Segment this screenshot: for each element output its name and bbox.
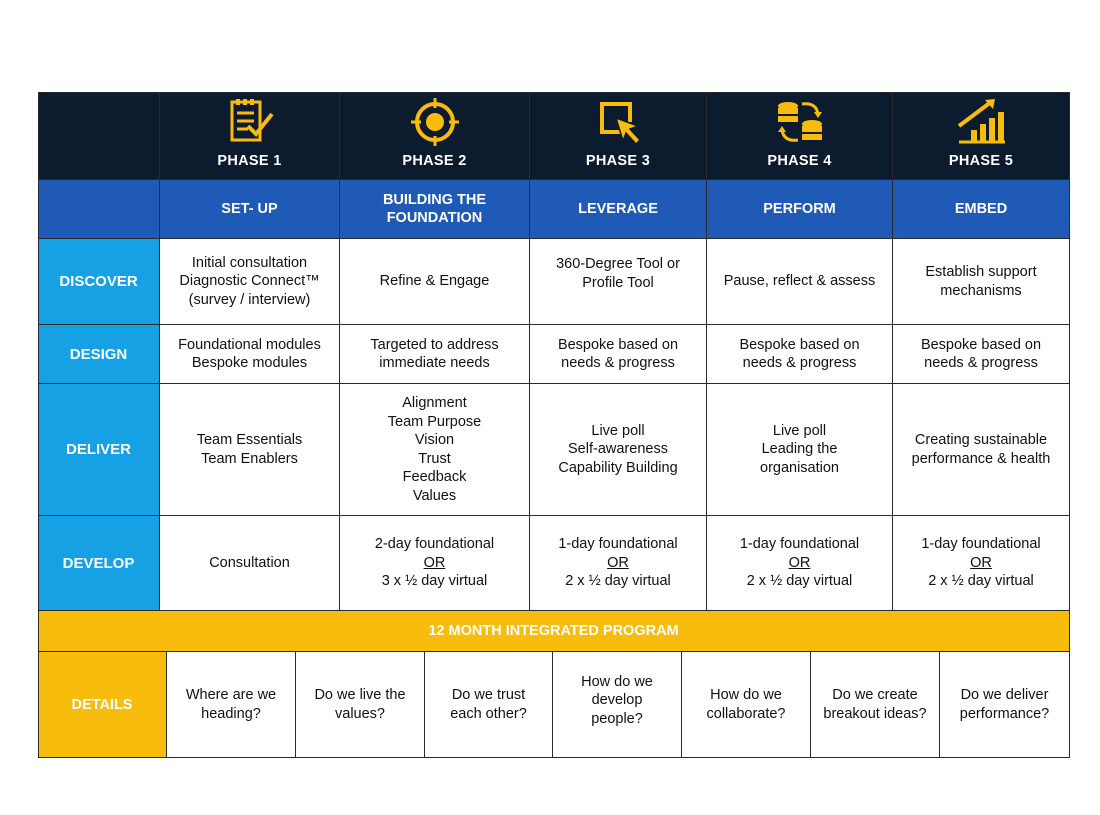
discover-phase-2: Refine & Engage bbox=[340, 239, 530, 325]
develop-cell-text bbox=[921, 535, 1040, 591]
stage-perform: PERFORM bbox=[707, 180, 893, 239]
design-phase-3: Bespoke based on needs & progress bbox=[530, 325, 707, 384]
phase-4-header bbox=[707, 92, 893, 180]
growth-chart-icon bbox=[955, 96, 1007, 148]
develop-phase-3 bbox=[530, 516, 707, 611]
phase-label: PHASE 4 bbox=[767, 153, 832, 169]
design-phase-2: Targeted to address immediate needs bbox=[340, 325, 530, 384]
develop-line: 2 x ½ day virtual bbox=[928, 573, 1034, 590]
develop-line: 1-day foundational bbox=[921, 536, 1041, 553]
discover-phase-5: Establish support mechanisms bbox=[893, 239, 1070, 325]
row-label-design: DESIGN bbox=[38, 325, 160, 384]
or-separator: OR bbox=[788, 554, 811, 571]
stage-building-foundation: BUILDING THE FOUNDATION bbox=[340, 180, 530, 239]
details-item-2: Do we live the values? bbox=[296, 652, 425, 758]
row-label-deliver: DELIVER bbox=[38, 384, 160, 516]
design-phase-4: Bespoke based on needs & progress bbox=[707, 325, 893, 384]
stage-setup: SET- UP bbox=[160, 180, 340, 239]
or-separator: OR bbox=[970, 554, 992, 571]
row-label-develop: DEVELOP bbox=[38, 516, 160, 611]
deliver-phase-3: Live poll Self-awareness Capability Building bbox=[530, 384, 707, 516]
develop-cell-text bbox=[740, 535, 859, 591]
deliver-phase-4: Live poll Leading the organisation bbox=[707, 384, 893, 516]
develop-line: 2 x ½ day virtual bbox=[746, 573, 853, 590]
develop-phase-5 bbox=[893, 516, 1070, 611]
phase-label: PHASE 3 bbox=[585, 153, 651, 169]
discover-phase-4: Pause, reflect & assess bbox=[707, 239, 893, 325]
phase-label: PHASE 1 bbox=[217, 153, 282, 169]
target-icon bbox=[409, 96, 461, 148]
corner-cell bbox=[38, 92, 160, 180]
stage-embed: EMBED bbox=[893, 180, 1070, 239]
develop-phase-2 bbox=[340, 516, 530, 611]
develop-line: 2 x ½ day virtual bbox=[565, 573, 671, 590]
details-item-1: Where are we heading? bbox=[167, 652, 296, 758]
phase-2-header bbox=[340, 92, 530, 180]
develop-line: 1-day foundational bbox=[558, 536, 678, 553]
develop-line: 3 x ½ day virtual bbox=[381, 573, 488, 590]
phase-label: PHASE 2 bbox=[402, 153, 467, 169]
database-sync-icon bbox=[774, 96, 826, 148]
phase-label: PHASE 5 bbox=[948, 153, 1014, 169]
program-banner: 12 MONTH INTEGRATED PROGRAM bbox=[38, 611, 1070, 652]
develop-phase-1: Consultation bbox=[160, 516, 340, 611]
phase-3-header bbox=[530, 92, 707, 180]
details-item-7: Do we deliver performance? bbox=[940, 652, 1070, 758]
develop-cell-text bbox=[375, 535, 494, 591]
cursor-click-icon bbox=[592, 96, 644, 148]
develop-line: 1-day foundational bbox=[739, 536, 860, 553]
details-item-5: How do we collaborate? bbox=[682, 652, 811, 758]
or-separator: OR bbox=[423, 554, 446, 571]
deliver-phase-5: Creating sustainable performance & health bbox=[893, 384, 1070, 516]
row-label-discover: DISCOVER bbox=[38, 239, 160, 325]
program-table bbox=[38, 92, 1070, 758]
design-phase-1: Foundational modules Bespoke modules bbox=[160, 325, 340, 384]
details-item-4: How do we develop people? bbox=[553, 652, 682, 758]
row-label-details: DETAILS bbox=[38, 652, 167, 758]
deliver-phase-2: Alignment Team Purpose Vision Trust Feedback Values bbox=[340, 384, 530, 516]
checklist-icon bbox=[224, 96, 276, 148]
details-item-3: Do we trust each other? bbox=[425, 652, 553, 758]
discover-phase-1: Initial consultation Diagnostic Connect™ (survey / interview) bbox=[160, 239, 340, 325]
stage-corner-cell bbox=[38, 180, 160, 239]
stage-leverage: LEVERAGE bbox=[530, 180, 707, 239]
develop-line: 2-day foundational bbox=[374, 536, 495, 553]
discover-phase-3: 360-Degree Tool or Profile Tool bbox=[530, 239, 707, 325]
design-phase-5: Bespoke based on needs & progress bbox=[893, 325, 1070, 384]
or-separator: OR bbox=[607, 554, 629, 571]
deliver-phase-1: Team Essentials Team Enablers bbox=[160, 384, 340, 516]
phase-1-header bbox=[160, 92, 340, 180]
details-item-6: Do we create breakout ideas? bbox=[811, 652, 940, 758]
develop-phase-4 bbox=[707, 516, 893, 611]
develop-cell-text bbox=[558, 535, 677, 591]
phase-5-header bbox=[893, 92, 1070, 180]
